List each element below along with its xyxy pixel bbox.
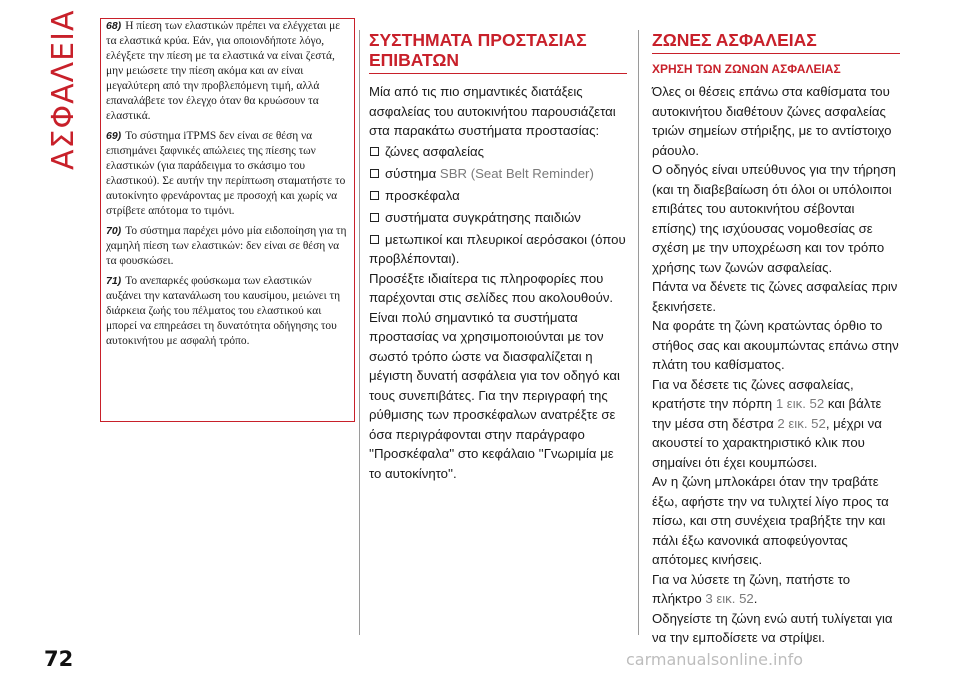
note-text: Η πίεση των ελαστικών πρέπει να ελέγχεται με τα ελαστικά κρύα. Εάν, για οποιονδήποτε λόγο, ελέγξετε την πίεση με τα ελαστικά να είναι ζεστά, μην μειώσετε την πίεση ακόμα και αν είναι μεγαλύτερη από την προβλεπόμενη τιμή, αλλά επαναλάβετε τον έλεγχο όταν θα κρυώσουν τα ελαστικά. [106, 20, 341, 122]
protection-systems-list [369, 141, 627, 269]
checkbox-square-icon [370, 147, 379, 156]
paragraph: Αν η ζώνη μπλοκάρει όταν την τραβάτε έξω, αφήστε την να τυλιχτεί λίγο προς τα πίσω, και στη συνέχεια τραβήξτε την και πάλι έξω κανονικά αποφεύγοντας απότομες κινήσεις. [652, 474, 889, 567]
paragraph: Ο οδηγός είναι υπεύθυνος για την τήρηση (και τη διαβεβαίωση ότι όλοι οι υπόλοιποι επιβάτες του αυτοκινήτου σέβονται επίσης) της ισχύουσας νομοθεσίας σε σχέση με την υποχρέωση και τον τρόπο χρήσης των ζωνών ασφαλείας. [652, 162, 896, 275]
column-divider [638, 30, 639, 635]
figure-reference: 2 εικ. 52 [777, 415, 826, 431]
note-number: 70) [106, 225, 122, 237]
note-70 [106, 224, 348, 269]
list-item [369, 207, 627, 229]
list-item [369, 141, 627, 163]
section-passenger-protection [369, 30, 627, 483]
checkbox-square-icon [370, 169, 379, 178]
list-item [369, 185, 627, 207]
section-title: ΣΥΣΤΗΜΑΤΑ ΠΡΟΣΤΑΣΙΑΣ ΕΠΙΒΑΤΩΝ [369, 30, 627, 74]
note-69 [106, 129, 348, 219]
list-item-text: συστήματα συγκράτησης παιδιών [385, 209, 581, 225]
note-text: Το ανεπαρκές φούσκωμα των ελαστικών αυξάνει την κατανάλωση του καυσίμου, μειώνει τη διάρκεια ζωής του πέλματος του ελαστικού και μπορεί να επηρεάσει τη δυνατότητα οδήγησης του αυτοκινήτου με ασφαλή τρόπο. [106, 275, 341, 347]
text-run: , μέχρι να ακουστεί το χαρακτηριστικό κλικ που σημαίνει ότι έχει κουμπώσει. [652, 415, 882, 470]
list-item-text: σύστημα [385, 165, 440, 181]
paragraph: Όλες οι θέσεις επάνω στα καθίσματα του αυτοκινήτου διαθέτουν ζώνες ασφαλείας τριών σημείων στήριξης, με το αντίστοιχο ράουλο. [652, 84, 892, 158]
list-item [369, 163, 627, 185]
note-text: Το σύστημα iTPMS δεν είναι σε θέση να επισημάνει ξαφνικές απώλειες της πίεσης των ελαστικών (για παράδειγμα το σκάσιμο του ελαστικού). Σε αυτήν την περίπτωση σταματήστε το αυτοκίνητο φρενάροντας με προσοχή και χωρίς να στρίβετε απότομα το τιμόνι. [106, 130, 346, 217]
watermark: carmanualsonline.info [626, 650, 804, 669]
list-item-text: μετωπικοί και πλευρικοί αερόσακοι (όπου προβλέπονται). [369, 231, 626, 266]
note-68 [106, 19, 348, 124]
note-text: Το σύστημα παρέχει μόνο μία ειδοποίηση για τη χαμηλή πίεση των ελαστικών: δεν είναι σε θέση να τα φουσκώσει. [106, 225, 347, 267]
checkbox-square-icon [370, 235, 379, 244]
text-run: . [753, 591, 758, 606]
text-run: Για να λύσετε τη ζώνη, πατήστε το πλήκτρο [652, 571, 851, 606]
text-run: Για να δέσετε τις ζώνες ασφαλείας, κρατήστε την πόρπη [652, 376, 854, 411]
section-title: ΖΩΝΕΣ ΑΣΦΑΛΕΙΑΣ [652, 30, 900, 54]
note-number: 68) [106, 20, 122, 32]
figure-reference: 3 εικ. 52 [705, 591, 754, 606]
text-run: και βάλτε την μέσα στη δέστρα [652, 396, 882, 431]
subsection-title: ΧΡΗΣΗ ΤΩΝ ΖΩΝΩΝ ΑΣΦΑΛΕΙΑΣ [652, 62, 841, 76]
paragraph [652, 570, 900, 609]
paragraph: Να φοράτε τη ζώνη κρατώντας όρθιο το στήθος σας και ακουμπώντας επάνω στην πλάτη του καθίσματος. [652, 318, 899, 372]
page-number: 72 [44, 647, 74, 671]
note-number: 71) [106, 275, 122, 287]
list-item-suffix: SBR (Seat Belt Reminder) [439, 165, 594, 181]
list-item [369, 230, 627, 269]
intro-paragraph: Μία από τις πιο σημαντικές διατάξεις ασφαλείας του αυτοκινήτου παρουσιάζεται στα παρακάτω συστήματα προστασίας: [369, 84, 616, 138]
checkbox-square-icon [370, 213, 379, 222]
list-item-text: ζώνες ασφαλείας [385, 143, 485, 159]
section-seat-belts [652, 30, 900, 648]
note-71 [106, 274, 348, 349]
notes-box [100, 18, 355, 422]
body-paragraph: Προσέξτε ιδιαίτερα τις πληροφορίες που παρέχονται στις σελίδες που ακολουθούν. Είναι πολύ σημαντικό τα συστήματα προστασίας να χρησιμοποιούνται με τον σωστό τρόπο ώστε να διασφαλίζεται η μέγιστη δυνατή ασφάλεια για τον οδηγό και τους συνεπιβάτες. Για την περιγραφή της ρύθμισης των προσκέφαλων ανατρέξτε σε όσα περιγράφονται στην παράγραφο ''Προσκέφαλα'' στο κεφάλαιο ''Γνωριμία με το αυτοκίνητο''. [369, 270, 620, 481]
checkbox-square-icon [370, 191, 379, 200]
paragraph: Οδηγείστε τη ζώνη ενώ αυτή τυλίγεται για να την εμποδίσετε να στρίψει. [652, 610, 893, 645]
paragraph [652, 375, 900, 473]
figure-reference: 1 εικ. 52 [775, 396, 825, 411]
list-item-text: προσκέφαλα [385, 187, 460, 203]
paragraph: Πάντα να δένετε τις ζώνες ασφαλείας πριν ξεκινήσετε. [652, 279, 898, 314]
chapter-side-title: ΑΣΦΑΛΕΙΑ [46, 9, 81, 170]
column-divider [359, 30, 360, 635]
note-number: 69) [106, 130, 122, 142]
